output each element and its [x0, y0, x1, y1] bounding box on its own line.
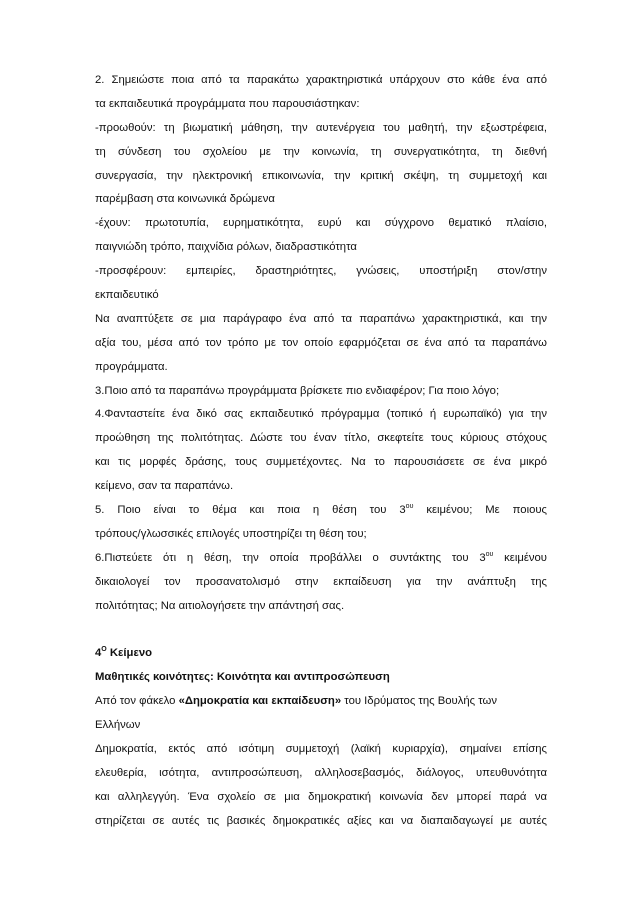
text-line: δικαιολογεί τον προσανατολισμό στην εκπαίδευση για την ανάπτυξη της — [95, 575, 547, 588]
text-line: Ελλήνων — [95, 719, 141, 732]
text-line: παρέμβαση στα κοινωνικά δρώμενα — [95, 193, 275, 206]
question-5-line: 5. Ποιο είναι το θέμα και ποια η θέση του $3^{o\upsilon}$ κειμένου; Με ποιους — [95, 503, 547, 517]
text-line: τη σύνδεση του σχολείου με την κοινωνία, τη συνεργατικότητα, τη διεθνή — [95, 145, 547, 158]
text-line: -έχουν: πρωτοτυπία, ευρηματικότητα, ευρύ και σύγχρονο θεματικό πλαίσιο, — [95, 217, 547, 230]
text-line: 2. Σημειώστε ποια από τα παρακάτω χαρακτηριστικά υπάρχουν στο κάθε ένα από — [95, 74, 547, 86]
text-line: ελευθερία, ισότητα, αντιπροσώπευση, αλληλοσεβασμός, διάλογος, υπευθυνότητα — [95, 766, 547, 779]
text-line: κείμενο, σαν τα παραπάνω. — [95, 480, 234, 493]
text-line: 3.Ποιο από τα παραπάνω προγράμματα βρίσκετε πιο ενδιαφέρον; Για ποιο λόγο; — [95, 384, 500, 397]
text-line: αξία του, μέσα από τον τρόπο με τον οποίο εφαρμόζεται σε ένα από τα παραπάνω — [95, 336, 547, 349]
text-4-section — [95, 642, 547, 833]
text-line: Δημοκρατία, εκτός από ισότιμη συμμετοχή (λαϊκή κυριαρχία), σημαίνει επίσης — [95, 742, 547, 755]
text-line: στηρίζεται σε αυτές τις βασικές δημοκρατικές αξίες και να διαπαιδαγωγεί με αυτές — [95, 814, 547, 827]
text-line: τρόπους/γλωσσικές επιλογές υποστηρίζει τη θέση του; — [95, 527, 367, 540]
question-6-line: 6.Πιστεύετε ότι η θέση, την οποία προβάλλει ο συντάκτης του $3^{o\upsilon}$ κειμένου — [95, 550, 547, 564]
section-heading: $4^O$ Κείμενο — [95, 646, 153, 660]
text-line: Να αναπτύξετε σε μια παράγραφο ένα από τα παραπάνω χαρακτηριστικά, και την — [95, 312, 547, 325]
text-line: προγράμματα. — [95, 360, 168, 373]
text-line: τα εκπαιδευτικά προγράμματα που παρουσιάστηκαν: — [95, 97, 360, 110]
text-line: 4.Φανταστείτε ένα δικό σας εκπαιδευτικό πρόγραμμα (τοπικό ή ευρωπαϊκό) για την — [95, 408, 547, 421]
text-line: -προσφέρουν: εμπειρίες, δραστηριότητες, γνώσεις, υποστήριξη στον/στην — [95, 265, 547, 278]
text-line: και αλληλεγγύη. Ένα σχολείο σε μια δημοκρατική κοινωνία δεν μπορεί παρά να — [95, 790, 547, 803]
text-line: και τις μορφές δράσης, τους συμμετέχοντες. Να το παρουσιάσετε σε ένα μικρό — [95, 456, 547, 469]
text-line: εκπαιδευτικό — [95, 289, 159, 302]
text-line: προώθηση της πολιτότητας. Δώστε του έναν τίτλο, σκεφτείτε τους κύριους στόχους — [95, 432, 547, 445]
text-line: συνεργασία, την ηλεκτρονική επικοινωνία, την κριτική σκέψη, τη συμμετοχή και — [95, 169, 547, 182]
text-line: -προωθούν: τη βιωματική μάθηση, την αυτενέργεια του μαθητή, την εξωστρέφεια, — [95, 121, 547, 134]
text-line: πολιτότητας; Να αιτιολογήσετε την απάντησή σας. — [95, 599, 345, 612]
source-line: Από τον φάκελο «Δημοκρατία και εκπαίδευση» του Ιδρύματος της Βουλής των — [95, 695, 498, 708]
section-title: Μαθητικές κοινότητες: Κοινότητα και αντιπροσώπευση — [95, 671, 390, 684]
paragraph-gap — [95, 618, 547, 642]
questions-section — [95, 69, 547, 618]
text-line: παιγνιώδη τρόπο, παιχνίδια ρόλων, διαδραστικότητα — [95, 241, 357, 254]
